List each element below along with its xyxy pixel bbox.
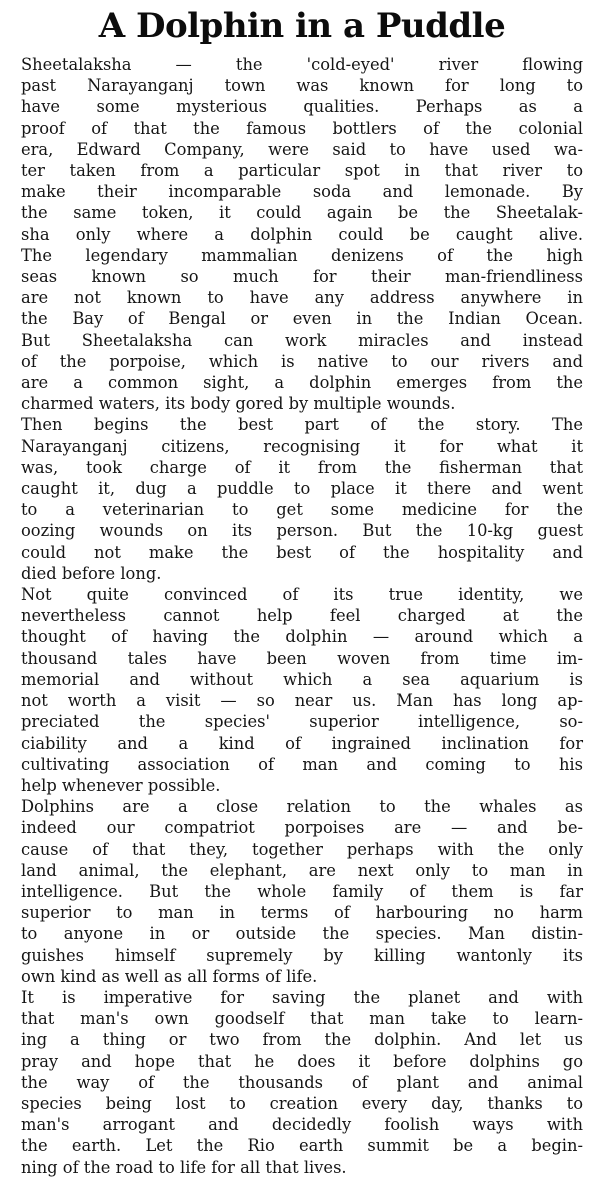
paragraph-3: [21, 584, 583, 796]
text-line: could not make the best of the hospitality and: [21, 542, 583, 562]
text-line: help whenever possible.: [21, 775, 221, 795]
text-line: have some mysterious qualities. Perhaps as a: [21, 97, 583, 117]
article-body: [21, 54, 583, 1178]
text-line: Then begins the best part of the story. The: [21, 415, 583, 435]
text-line: died before long.: [21, 563, 162, 583]
text-line: make their incomparable soda and lemonade. By: [21, 182, 583, 202]
text-line: Narayanganj citizens, recognising it for what it: [21, 436, 583, 456]
text-line: era, Edward Company, were said to have used wa-: [21, 139, 583, 159]
article-headline: A Dolphin in a Puddle: [98, 6, 506, 46]
text-line: the Bay of Bengal or even in the Indian Ocean.: [21, 309, 583, 329]
text-line: ning of the road to life for all that lives.: [21, 1157, 347, 1177]
text-line: The legendary mammalian denizens of the high: [21, 245, 583, 265]
text-line: past Narayanganj town was known for long to: [21, 76, 583, 96]
text-line: own kind as well as all forms of life.: [21, 966, 318, 986]
text-line: Not quite convinced of its true identity, we: [21, 585, 583, 605]
text-line: seas known so much for their man-friendliness: [21, 267, 583, 287]
text-line: cause of that they, together perhaps with the only: [21, 839, 583, 859]
text-line: are a common sight, a dolphin emerges from the: [21, 373, 583, 393]
text-line: to a veterinarian to get some medicine for the: [21, 500, 583, 520]
text-line: Sheetalaksha — the 'cold-eyed' river flowing: [21, 55, 583, 74]
text-line: species being lost to creation every day, thanks to: [21, 1093, 583, 1113]
text-line: ing a thing or two from the dolphin. And let us: [21, 1030, 583, 1050]
paragraph-2: [21, 414, 583, 584]
text-line: oozing wounds on its person. But the 10-kg guest: [21, 521, 583, 541]
paragraph-4: [21, 796, 583, 987]
text-line: But Sheetalaksha can work miracles and instead: [21, 330, 583, 350]
paragraph-5: [21, 987, 583, 1178]
text-line: indeed our compatriot porpoises are — and be-: [21, 818, 583, 838]
text-line: not worth a visit — so near us. Man has long ap-: [21, 691, 583, 711]
text-line: It is imperative for saving the planet and with: [21, 987, 583, 1007]
text-line: that man's own goodself that man take to learn-: [21, 1009, 583, 1029]
text-line: to anyone in or outside the species. Man distin-: [21, 924, 583, 944]
text-line: ter taken from a particular spot in that river to: [21, 161, 583, 181]
text-line: are not known to have any address anywhere in: [21, 288, 583, 308]
text-line: proof of that the famous bottlers of the colonial: [21, 118, 583, 138]
text-line: memorial and without which a sea aquarium is: [21, 669, 583, 689]
text-line: of the porpoise, which is native to our rivers and: [21, 351, 583, 371]
text-line: ciability and a kind of ingrained inclination for: [21, 733, 583, 753]
text-line: charmed waters, its body gored by multiple wounds.: [21, 394, 456, 414]
text-line: the same token, it could again be the Sheetalak-: [21, 203, 583, 223]
text-line: the earth. Let the Rio earth summit be a begin-: [21, 1136, 583, 1156]
text-line: guishes himself supremely by killing wantonly its: [21, 945, 583, 965]
text-line: nevertheless cannot help feel charged at the: [21, 606, 583, 626]
text-line: thousand tales have been woven from time im-: [21, 648, 583, 668]
text-line: pray and hope that he does it before dolphins go: [21, 1051, 583, 1071]
text-line: thought of having the dolphin — around which a: [21, 627, 583, 647]
text-line: land animal, the elephant, are next only to man in: [21, 860, 583, 880]
text-line: intelligence. But the whole family of them is far: [21, 881, 583, 901]
text-line: Dolphins are a close relation to the whales as: [21, 797, 583, 817]
text-line: was, took charge of it from the fisherman that: [21, 457, 583, 477]
text-line: preciated the species' superior intelligence, so-: [21, 712, 583, 732]
text-line: superior to man in terms of harbouring no harm: [21, 903, 583, 923]
text-line: caught it, dug a puddle to place it there and went: [21, 479, 583, 499]
text-line: sha only where a dolphin could be caught alive.: [21, 224, 583, 244]
paragraph-1: [21, 54, 583, 414]
text-line: man's arrogant and decidedly foolish ways with: [21, 1115, 583, 1135]
text-line: the way of the thousands of plant and animal: [21, 1072, 583, 1092]
text-line: cultivating association of man and coming to his: [21, 754, 583, 774]
